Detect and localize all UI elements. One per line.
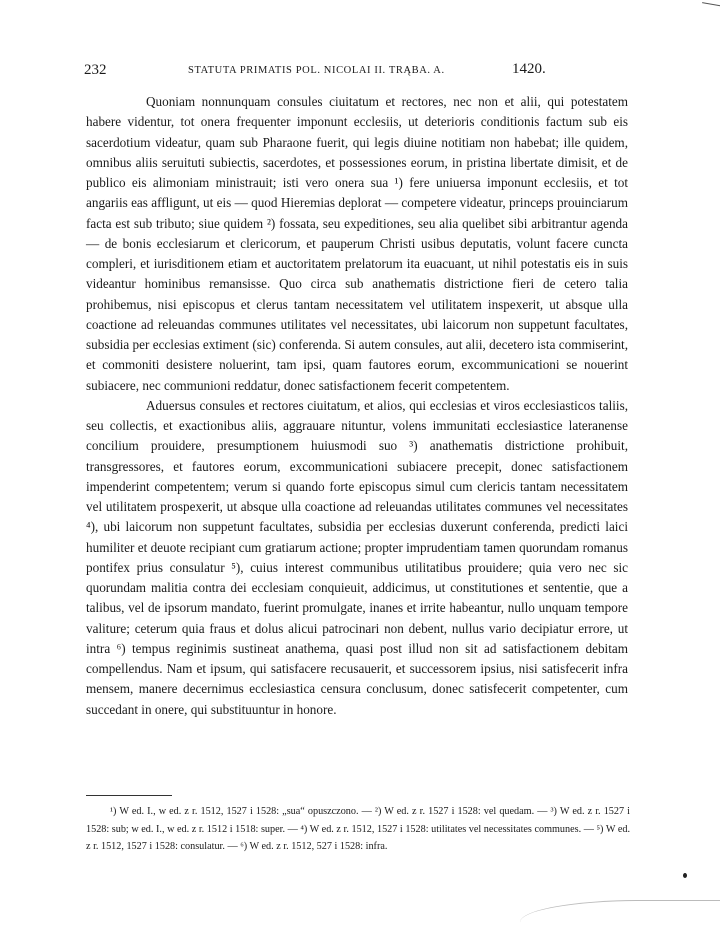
statute-text [86,92,628,720]
page-header [84,62,644,84]
footnotes [86,803,630,856]
running-head: STATUTA PRIMATIS POL. NICOLAI II. TRĄBA. A. [188,65,445,76]
page-number: 232 [84,62,107,78]
paragraph-quoniam: Quoniam nonnunquam consules ciuitatum et rectores, nec non et alii, qui potestatem habere videntur, tot onera frequenter imponunt ecclesiis, ut deterioris conditionis factum sub eis sacerdotium videatur, quam sub Pharaone fuerit, qui legis diuine notitiam non habebat; ille quidem, omnibus aliis seruituti subiectis, sacerdotes, et possessiones eorum, in pristina libertate dimisit, et de publico eis alimoniam ministrauit; isti vero onera sua ¹) fere uniuersa imponunt ecclesiis, et tot angariis eas affligunt, ut eis — quod Hieremias deplorat — competere videatur, princeps prouinciarum facta est sub tributo; siue quidem ²) fossata, seu expeditiones, seu alia quelibet sibi arbitrantur agenda — de bonis ecclesiarum et clericorum, et pauperum Christi usibus deputatis, volunt facere cuncta compleri, et iurisditionem etiam et auctoritatem prelatorum ita euacuant, ut nihil potestatis eis in suis videantur hominibus remansisse. Quo circa sub anathematis districtione fieri de cetero talia prohibemus, nisi episcopus et clerus tantam necessitatem vel utilitatem inspexerit, ut absque ulla coactione ad releuandas communes utilitates vel necessitates, ubi laicorum non suppetunt facultates, subsidia per ecclesias extiment (sic) conferenda. Si autem consules, aut alii, decetero ista commiserint, et commoniti desistere noluerint, tam ipsi, quam fautores eorum, excommunicationi se nouerint subiacere, nec communioni reddatur, donec satisfactionem fecerit competentem. [86,94,628,393]
page-corner-mark [702,2,720,7]
paragraph-aduersus: Aduersus consules et rectores ciuitatum, et alios, qui ecclesias et viros ecclesiasticos taliis, seu collectis, et exactionibus aliis, aggrauare nituntur, volens immunitati ecclesiastice lateranense concilium prouidere, presumptionem huiusmodi suo ³) anathematis districtione prohibuit, transgressores, et fautores eorum, excommunicationi subiacere precepit, donec satisfactionem impenderint competentem; verum si quando forte episcopus simul cum clericis tantam necessitatem vel utilitatem prospexerit, ut absque ulla coactione ad releuandas utilitates communes vel necessitates ⁴), ubi laicorum non suppetunt facultates, subsidia per ecclesias duxerunt conferenda, predicti laici humiliter et deuote recipiant cum gratiarum actione; propter imprudentiam tamen quorundam romanus pontifex prius consulatur ⁵), cuius interest communibus utilitatibus prouidere; quia vero nec sic quorundam malitia contra dei ecclesiam conquieuit, addicimus, ut constitutiones et sententie, que a talibus, vel de ipsorum mandato, fuerint promulgate, inanes et irrite habeantur, nullo unquam tempore valiture; ceterum quia fraus et dolus alicui patrocinari non debent, nullus vario decipiatur errore, ut intra ⁶) tempus reginimis sustineat anathema, quasi post illud non sit ad satisfactionem debitam compellendus. Nam et ipsum, qui satisfacere recusauerit, et successorem ipsius, nisi satisfecerit infra mensem, manere decernimus ecclesiastica censura conclusum, donec satisfecerit competenter, cum succedant in onere, qui substituuntur in honore. [86,397,628,717]
footnote-block: ¹) W ed. I., w ed. z r. 1512, 1527 i 1528: „sua“ opuszczono. — ²) W ed. z r. 1527 i 1528: vel quedam. — ³) W ed. z r. 1527 i 1528: sub; w ed. I., w ed. z r. 1512 i 1518: super. — ⁴) W ed. z r. 1512, 1527 i 1528: utilitates vel necessitates communes. — ⁵) W ed. z r. 1512, 1527 i 1528: consulatur. — ⁶) W ed. z r. 1512, 527 i 1528: infra. [86,806,630,852]
page-curl-edge [520,900,720,937]
footnote-divider [86,795,172,796]
running-head-year: 1420. [512,61,546,77]
margin-dot [683,873,687,878]
